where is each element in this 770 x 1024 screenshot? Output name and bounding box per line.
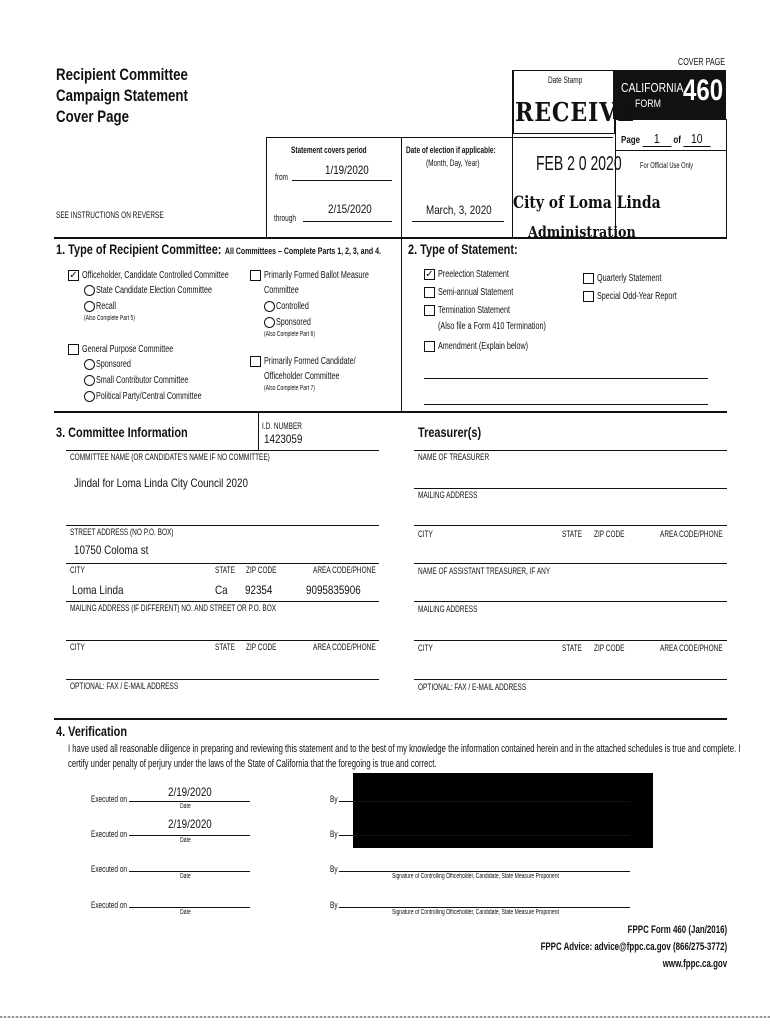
mail-city-label: CITY bbox=[70, 642, 85, 652]
assistant-treasurer-label: NAME OF ASSISTANT TREASURER, IF ANY bbox=[418, 566, 551, 576]
semiannual-label: Semi-annual Statement bbox=[438, 287, 514, 298]
id-number-label: I.D. NUMBER bbox=[262, 421, 302, 431]
footer-site: www.fppc.ca.gov bbox=[662, 958, 727, 970]
page-number bbox=[621, 131, 710, 147]
phone-value[interactable]: 9095835906 bbox=[306, 583, 361, 597]
stamp-city: City of Loma Linda bbox=[513, 193, 661, 213]
pf-candidate-checkbox[interactable] bbox=[250, 356, 261, 367]
also-part6-note: (Also Complete Part 6) bbox=[264, 331, 315, 338]
treasurer-city-label: CITY bbox=[418, 529, 433, 539]
amendment-label: Amendment (Explain below) bbox=[438, 341, 529, 352]
ballot-measure-checkbox[interactable] bbox=[250, 270, 261, 281]
form-badge-number: 460 bbox=[683, 74, 724, 107]
verification-text-2: certify under penalty of perjury under the laws of the State of California that the foregoing is true and correct. bbox=[68, 758, 437, 770]
mail-zip-label: ZIP CODE bbox=[246, 642, 277, 652]
footer bbox=[540, 922, 727, 973]
treasurer-title: Treasurer(s) bbox=[418, 424, 482, 440]
city-value[interactable]: Loma Linda bbox=[72, 583, 124, 597]
treasurer-name-label: NAME OF TREASURER bbox=[418, 452, 490, 462]
sponsored-radio[interactable] bbox=[84, 359, 95, 370]
date-label-3: Date bbox=[180, 873, 191, 880]
street-address-value[interactable]: 10750 Coloma st bbox=[74, 543, 149, 557]
page-label: Page bbox=[621, 135, 641, 146]
section2-title: 2. Type of Statement: bbox=[408, 241, 518, 257]
verification-text-1: I have used all reasonable diligence in preparing and reviewing this statement and to the best of my knowledge the information contained herein and in the attached schedules is true and complete. I bbox=[68, 743, 741, 755]
mailing-address-label: MAILING ADDRESS (IF DIFFERENT) NO. AND STREET OR P.O. BOX bbox=[70, 603, 277, 613]
mail-phone-label: AREA CODE/PHONE bbox=[313, 642, 376, 652]
pf-candidate-label-1: Primarily Formed Candidate/ bbox=[264, 356, 356, 367]
zip-value[interactable]: 92354 bbox=[245, 583, 273, 597]
redacted-signature bbox=[353, 773, 653, 848]
quarterly-label: Quarterly Statement bbox=[597, 273, 662, 284]
controlled-label: Controlled bbox=[276, 301, 309, 312]
also-410-note: (Also file a Form 410 Termination) bbox=[438, 321, 546, 332]
small-contributor-label: Small Contributor Committee bbox=[96, 375, 189, 386]
assistant-state-label: STATE bbox=[562, 643, 582, 653]
treasurer-zip-label: ZIP CODE bbox=[594, 529, 625, 539]
of-label: of bbox=[673, 135, 681, 146]
political-party-radio[interactable] bbox=[84, 391, 95, 402]
officeholder-checkbox[interactable]: ✓ bbox=[69, 270, 78, 281]
cover-page-label: COVER PAGE bbox=[678, 57, 726, 68]
title-line-2: Campaign Statement bbox=[56, 86, 188, 105]
semiannual-checkbox[interactable] bbox=[424, 287, 435, 298]
treasurer-state-label: STATE bbox=[562, 529, 582, 539]
termination-label: Termination Statement bbox=[438, 305, 511, 316]
page-title bbox=[56, 64, 188, 127]
scan-edge bbox=[0, 1016, 770, 1018]
election-sub: (Month, Day, Year) bbox=[426, 158, 480, 168]
executed-label-1: Executed on bbox=[91, 794, 128, 804]
period-header: Statement covers period bbox=[291, 145, 367, 155]
zip-label: ZIP CODE bbox=[246, 565, 277, 575]
see-instructions: SEE INSTRUCTIONS ON REVERSE bbox=[56, 210, 164, 220]
optional-fax-label: OPTIONAL: FAX / E-MAIL ADDRESS bbox=[70, 681, 179, 691]
preelection-checkbox[interactable]: ✓ bbox=[425, 269, 434, 280]
state-candidate-radio[interactable] bbox=[84, 285, 95, 296]
section4-title: 4. Verification bbox=[56, 723, 128, 739]
received-stamp: RECEIVE bbox=[515, 98, 635, 128]
phone-label: AREA CODE/PHONE bbox=[313, 565, 376, 575]
assistant-mailing-label: MAILING ADDRESS bbox=[418, 604, 478, 614]
pf-candidate-label-2: Officeholder Committee bbox=[264, 371, 340, 382]
quarterly-checkbox[interactable] bbox=[583, 273, 594, 284]
executed-date-2[interactable]: 2/19/2020 bbox=[168, 817, 212, 831]
recall-radio[interactable] bbox=[84, 301, 95, 312]
street-address-label: STREET ADDRESS (NO P.O. BOX) bbox=[70, 527, 174, 537]
executed-date-1[interactable]: 2/19/2020 bbox=[168, 785, 212, 799]
assistant-city-label: CITY bbox=[418, 643, 433, 653]
special-odd-year-label: Special Odd-Year Report bbox=[597, 291, 677, 302]
title-line-3: Cover Page bbox=[56, 107, 129, 126]
assistant-zip-label: ZIP CODE bbox=[594, 643, 625, 653]
mail-state-label: STATE bbox=[215, 642, 235, 652]
treasurer-optional-label: OPTIONAL: FAX / E-MAIL ADDRESS bbox=[418, 682, 527, 692]
through-date[interactable]: 2/15/2020 bbox=[328, 202, 372, 216]
sponsored2-radio[interactable] bbox=[264, 317, 275, 328]
section1-title-text: 1. Type of Recipient Committee: bbox=[56, 241, 222, 257]
section1-sub: All Committees – Complete Parts 1, 2, 3, and 4. bbox=[224, 246, 381, 256]
signature-label-4: Signature of Controlling Officeholder, Candidate, State Measure Proponent bbox=[392, 909, 559, 916]
by-label-1: By bbox=[330, 794, 338, 804]
footer-advice: FPPC Advice: advice@fppc.ca.gov (866/275-3772) bbox=[540, 941, 727, 953]
through-label: through bbox=[274, 213, 296, 223]
badge-underline bbox=[615, 119, 726, 120]
signature-label-3: Signature of Controlling Officeholder, Candidate, State Measure Proponent bbox=[392, 873, 559, 880]
ballot-measure-label-1: Primarily Formed Ballot Measure bbox=[264, 270, 369, 281]
sponsored2-label: Sponsored bbox=[276, 317, 311, 328]
footer-form: FPPC Form 460 (Jan/2016) bbox=[627, 924, 727, 936]
section1-title bbox=[56, 241, 381, 259]
also-part7-note: (Also Complete Part 7) bbox=[264, 385, 315, 392]
from-date[interactable]: 1/19/2020 bbox=[325, 163, 369, 177]
small-contributor-radio[interactable] bbox=[84, 375, 95, 386]
assistant-phone-label: AREA CODE/PHONE bbox=[660, 643, 723, 653]
city-label: CITY bbox=[70, 565, 85, 575]
from-label: from bbox=[275, 172, 288, 182]
official-use-label: For Official Use Only bbox=[640, 161, 694, 170]
page-value: 1 bbox=[642, 131, 671, 147]
id-number-value[interactable]: 1423059 bbox=[264, 432, 303, 446]
ballot-measure-label-2: Committee bbox=[264, 285, 299, 296]
controlled-radio[interactable] bbox=[264, 301, 275, 312]
general-purpose-checkbox[interactable] bbox=[68, 344, 79, 355]
state-candidate-label: State Candidate Election Committee bbox=[96, 285, 213, 296]
election-date[interactable]: March, 3, 2020 bbox=[426, 203, 492, 217]
date-label-1: Date bbox=[180, 803, 191, 810]
special-odd-year-checkbox[interactable] bbox=[583, 291, 594, 302]
executed-label-3: Executed on bbox=[91, 864, 128, 874]
form-badge-form: FORM bbox=[635, 98, 661, 110]
committee-name-label: COMMITTEE NAME (OR CANDIDATE'S NAME IF NO COMMITTEE) bbox=[70, 452, 270, 462]
termination-checkbox[interactable] bbox=[424, 305, 435, 316]
by-label-3: By bbox=[330, 864, 338, 874]
also-part5-note: (Also Complete Part 5) bbox=[84, 315, 135, 322]
form-badge-state: CALIFORNIA bbox=[621, 80, 684, 95]
officeholder-label: Officeholder, Candidate Controlled Committee bbox=[82, 270, 229, 281]
election-header: Date of election if applicable: bbox=[406, 145, 496, 155]
state-label: STATE bbox=[215, 565, 235, 575]
stamp-date: FEB 2 0 2020 bbox=[536, 153, 622, 175]
date-label-2: Date bbox=[180, 837, 191, 844]
executed-label-2: Executed on bbox=[91, 829, 128, 839]
political-party-label: Political Party/Central Committee bbox=[96, 391, 202, 402]
amendment-checkbox[interactable] bbox=[424, 341, 435, 352]
title-line-1: Recipient Committee bbox=[56, 65, 188, 84]
general-purpose-label: General Purpose Committee bbox=[82, 344, 174, 355]
treasurer-phone-label: AREA CODE/PHONE bbox=[660, 529, 723, 539]
state-value[interactable]: Ca bbox=[215, 583, 228, 597]
executed-label-4: Executed on bbox=[91, 900, 128, 910]
page-total: 10 bbox=[683, 131, 710, 147]
date-stamp-label: Date Stamp bbox=[548, 75, 583, 85]
by-label-4: By bbox=[330, 900, 338, 910]
date-label-4: Date bbox=[180, 909, 191, 916]
by-label-2: By bbox=[330, 829, 338, 839]
preelection-label: Preelection Statement bbox=[438, 269, 509, 280]
recall-label: Recall bbox=[96, 301, 117, 312]
section3-title: 3. Committee Information bbox=[56, 424, 188, 440]
stamp-admin: Administration bbox=[528, 223, 636, 237]
committee-name-value[interactable]: Jindal for Loma Linda City Council 2020 bbox=[74, 476, 248, 490]
sponsored-label: Sponsored bbox=[96, 359, 131, 370]
treasurer-mailing-label: MAILING ADDRESS bbox=[418, 490, 478, 500]
